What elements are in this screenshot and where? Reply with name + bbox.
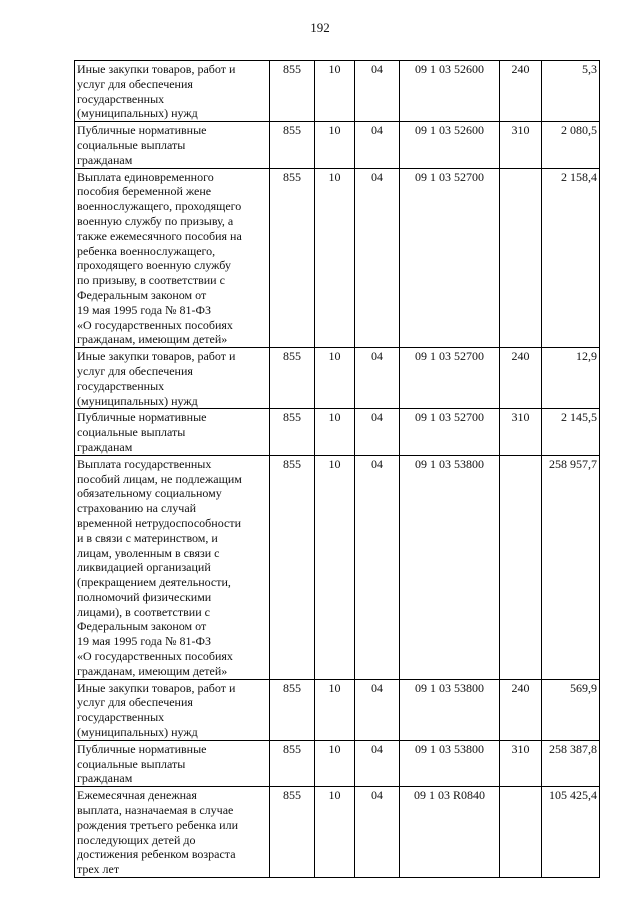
amount: 258 957,7	[542, 455, 600, 679]
target-article-code: 09 1 03 52700	[400, 348, 500, 409]
target-article-code: 09 1 03 53800	[400, 455, 500, 679]
subsection-code: 04	[355, 455, 400, 679]
table-row	[75, 787, 600, 878]
department-code: 855	[270, 740, 315, 786]
subsection-code: 04	[355, 740, 400, 786]
subsection-code: 04	[355, 409, 400, 455]
section-code: 10	[315, 679, 355, 740]
department-code: 855	[270, 61, 315, 122]
expense-name: Ежемесячная денежная выплата, назначаемая в случае рождения третьего ребенка или последующих детей до достижения ребенком возраста трех лет	[75, 787, 270, 878]
target-article-code: 09 1 03 52600	[400, 61, 500, 122]
expense-name: Выплата единовременного пособия беременной жене военнослужащего, проходящего военную службу по призыву, а также ежемесячного пособия на ребенка военнослужащего, проходящего военную службу по призыву, в соответствии с Федеральным законом от 19 мая 1995 года № 81-ФЗ «О государственных пособиях гражданам, имеющим детей»	[75, 168, 270, 348]
department-code: 855	[270, 455, 315, 679]
expense-name: Публичные нормативные социальные выплаты гражданам	[75, 409, 270, 455]
table-row	[75, 679, 600, 740]
table-row	[75, 168, 600, 348]
table-row	[75, 409, 600, 455]
department-code: 855	[270, 409, 315, 455]
expense-type-code: 310	[500, 409, 542, 455]
department-code: 855	[270, 679, 315, 740]
page-number: 192	[310, 20, 330, 35]
subsection-code: 04	[355, 679, 400, 740]
section-code: 10	[315, 122, 355, 168]
table-row	[75, 122, 600, 168]
target-article-code: 09 1 03 52700	[400, 409, 500, 455]
budget-table-body	[75, 61, 600, 878]
target-article-code: 09 1 03 53800	[400, 740, 500, 786]
department-code: 855	[270, 787, 315, 878]
expense-name: Публичные нормативные социальные выплаты гражданам	[75, 740, 270, 786]
expense-name: Иные закупки товаров, работ и услуг для обеспечения государственных (муниципальных) нужд	[75, 61, 270, 122]
subsection-code: 04	[355, 348, 400, 409]
expense-name: Публичные нормативные социальные выплаты гражданам	[75, 122, 270, 168]
expense-type-code: 240	[500, 679, 542, 740]
budget-table	[74, 60, 600, 878]
section-code: 10	[315, 740, 355, 786]
expense-name: Иные закупки товаров, работ и услуг для обеспечения государственных (муниципальных) нужд	[75, 348, 270, 409]
amount: 105 425,4	[542, 787, 600, 878]
target-article-code: 09 1 03 R0840	[400, 787, 500, 878]
amount: 2 145,5	[542, 409, 600, 455]
section-code: 10	[315, 455, 355, 679]
expense-type-code: 310	[500, 122, 542, 168]
amount: 569,9	[542, 679, 600, 740]
table-row	[75, 455, 600, 679]
amount: 2 080,5	[542, 122, 600, 168]
amount: 258 387,8	[542, 740, 600, 786]
section-code: 10	[315, 787, 355, 878]
department-code: 855	[270, 168, 315, 348]
section-code: 10	[315, 168, 355, 348]
section-code: 10	[315, 61, 355, 122]
table-row	[75, 740, 600, 786]
section-code: 10	[315, 409, 355, 455]
expense-type-code	[500, 168, 542, 348]
expense-type-code: 310	[500, 740, 542, 786]
subsection-code: 04	[355, 61, 400, 122]
expense-type-code	[500, 455, 542, 679]
amount: 5,3	[542, 61, 600, 122]
department-code: 855	[270, 122, 315, 168]
amount: 12,9	[542, 348, 600, 409]
expense-type-code: 240	[500, 61, 542, 122]
subsection-code: 04	[355, 122, 400, 168]
table-row	[75, 61, 600, 122]
target-article-code: 09 1 03 52700	[400, 168, 500, 348]
department-code: 855	[270, 348, 315, 409]
target-article-code: 09 1 03 53800	[400, 679, 500, 740]
expense-name: Выплата государственных пособий лицам, не подлежащим обязательному социальному страхованию на случай временной нетрудоспособности и в связи с материнством, и лицам, уволенным в связи с ликвидацией организаций (прекращением деятельности, полномочий физическими лицами), в соответствии с Федеральным законом от 19 мая 1995 года № 81-ФЗ «О государственных пособиях гражданам, имеющим детей»	[75, 455, 270, 679]
subsection-code: 04	[355, 787, 400, 878]
table-row	[75, 348, 600, 409]
subsection-code: 04	[355, 168, 400, 348]
target-article-code: 09 1 03 52600	[400, 122, 500, 168]
expense-name: Иные закупки товаров, работ и услуг для обеспечения государственных (муниципальных) нужд	[75, 679, 270, 740]
expense-type-code: 240	[500, 348, 542, 409]
amount: 2 158,4	[542, 168, 600, 348]
expense-type-code	[500, 787, 542, 878]
section-code: 10	[315, 348, 355, 409]
